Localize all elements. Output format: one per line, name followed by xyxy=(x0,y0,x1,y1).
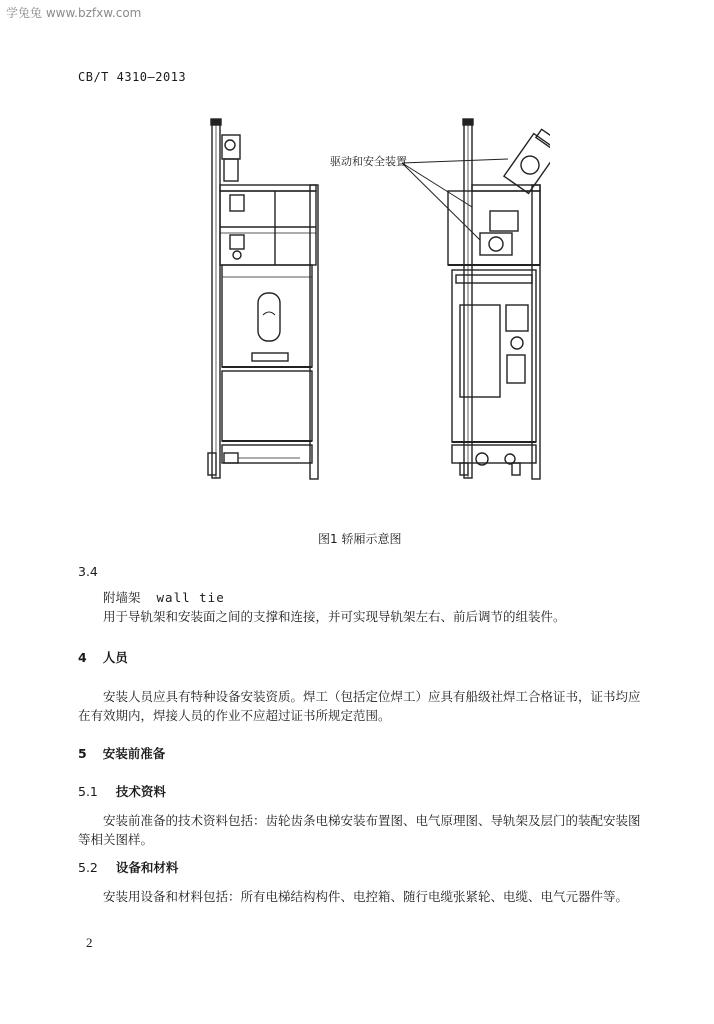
section-5-1-title: 技术资料 xyxy=(115,784,166,799)
section-5-1-number: 5.1 xyxy=(78,784,98,799)
section-4-heading xyxy=(78,648,128,666)
section-5-2-para: 安装用设备和材料包括：所有电梯结构构件、电控箱、随行电缆张紧轮、电缆、电气元器件等。 xyxy=(103,889,629,904)
section-5-2-heading xyxy=(78,858,178,876)
section-5-1-para-line1: 安装前准备的技术资料包括：齿轮齿条电梯安装布置图、电气原理图、导轨架及层门的装配安装图 xyxy=(103,813,641,828)
section-5-number: 5 xyxy=(78,746,87,761)
side-view xyxy=(208,119,318,479)
page-number: 2 xyxy=(86,935,93,950)
front-view xyxy=(448,119,550,479)
section-5-1-para-line2: 等相关图样。 xyxy=(78,832,154,847)
term-cn: 附墙架 xyxy=(103,590,141,605)
watermark: 学兔兔 www.bzfxw.com xyxy=(6,6,142,20)
section-5-title: 安装前准备 xyxy=(102,746,166,761)
car-schematic-drawing xyxy=(190,115,550,495)
section-5-2-title: 设备和材料 xyxy=(115,860,179,875)
term-en: wall tie xyxy=(156,590,225,605)
figure-label: 驱动和安全装置 xyxy=(330,155,407,168)
document-number: CB/T 4310—2013 xyxy=(78,70,187,84)
section-5-heading xyxy=(78,744,165,762)
term-line xyxy=(103,588,225,606)
section-3-4-number: 3.4 xyxy=(78,564,98,579)
section-4-title: 人员 xyxy=(102,650,128,665)
section-5-1-heading xyxy=(78,782,166,800)
term-definition: 用于导轨架和安装面之间的支撑和连接，并可实现导轨架左右、前后调节的组装件。 xyxy=(103,609,566,624)
section-4-para-line2: 在有效期内，焊接人员的作业不应超过证书所规定范围。 xyxy=(78,708,391,723)
figure-caption: 图1 轿厢示意图 xyxy=(318,532,402,546)
section-4-para-line1: 安装人员应具有特种设备安装资质。焊工（包括定位焊工）应具有船级社焊工合格证书，证书均应 xyxy=(103,689,641,704)
car-schematic-figure xyxy=(190,115,550,499)
section-5-2-number: 5.2 xyxy=(78,860,98,875)
section-4-number: 4 xyxy=(78,650,87,665)
